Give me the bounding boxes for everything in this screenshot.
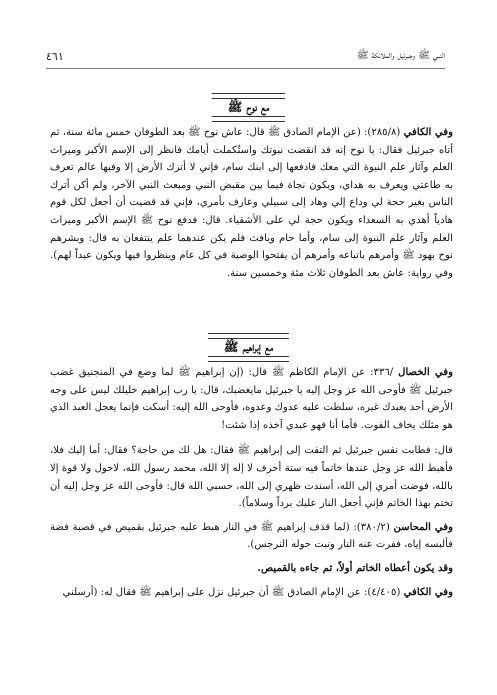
paragraph-text: /٣٣٦: عن الإمام الكاظم ﷺ قال: (إن إبراهيم ﷺ لما وضع في المنجنيق غضب جبرئيل ﷺ فأوحى الله عز وجل إليه يا جبرئيل مايغضبك، قال: يا رب إبراهيم خليلك ليس على وجه الأرض أحد يعبدك غيره، سلطت عليه عدوك وعدوه، فأوحى الله إليه: أسكت فإنما يعجل العبد الذي هو مثلك يخاف الفوت. فأما أنا فهو عبدي آخذه إذا شئت!	[49, 367, 453, 431]
paragraph-text: (٤/٤٠٥): عن الإمام الصادق ﷺ أن جبرئيل نزل على إبراهيم ﷺ فقال له: (أرسلني	[62, 586, 404, 598]
paragraph-text: قال: فطابت نفس جبرئيل ثم التفت إلى إبراهيم ﷺ فقال: هل لك من حاجة؟ فقال: أما إليك فلا، فأهبط الله عز وجل عندها خاتماً فيه ستة أحرف لا إله إلا الله، محمد رسول الله، لاحول ولا قوة إلا بالله، فوضت أمري إلى الله، أسندت ظهري إلى الله، حسبي الله قال: فأوحى الله عز وجل إليه أن تختم بهذا الخاتم فإني أجعل النار عليك برداً وسلاماً).	[50, 445, 453, 510]
section-body-noah	[50, 124, 453, 282]
page-number: ٤٦١	[46, 49, 64, 63]
running-header	[46, 49, 445, 63]
paragraph-text: (٣٨٠/٢): (لما قذف إبراهيم ﷺ في النار هبط عليه جبرئيل بقميص في قصبة فضة فألبسه إياه، ففرت عنه النار ونبت حوله النرجس).	[50, 521, 453, 551]
section-heading-text: مع إبراهيم ﷺ	[208, 338, 289, 356]
paragraph	[50, 442, 453, 512]
paragraph-text: وقد يكون أعطاه الخاتم أولاً، ثم جاءه بالقميص.	[257, 562, 453, 574]
paragraph	[50, 124, 453, 282]
source-citation: وفي الكافي	[403, 586, 453, 598]
paragraph	[50, 584, 453, 602]
paragraph	[50, 364, 453, 434]
section-heading-abraham	[0, 336, 497, 356]
header-rule	[46, 68, 445, 69]
section-heading-text: مع نوح ﷺ	[212, 98, 285, 116]
source-citation: وفي الخصال	[398, 367, 453, 378]
paragraph-text: (٢٨٥/٨): (عن الإمام الصادق ﷺ قال: عاش نوح ﷺ بعد الطوفان خمس مائة سنة، ثم أتاه جبرئيل فقال: يا نوح إنه قد انقضت نبوتك واستُكملت أيامك فانظر إلى الإسم الأكبر وميراث العلم وآثار علم النبوة التي معك فادفعها إلى ابنك سام، فإني لا أترك الأرض إلا وفيها عالم تعرف به طاعتي ويعرف به هداي، ويكون نجاة فيما بين مقبض النبي ومبعث النبي الآخر، ولم أكن أترك الناس بغير حجة لي وداع إلي وهاد إلى سبيلي وعارف بأمري، فإني قد قضيت أن أجعل لكل قوم هادياً أهدي به السعداء ويكون حجة لي على الأشقياء. قال: فدفع نوح ﷺ الإسم الأكبر وميراث العلم وآثار علم النبوة إلى سام، وأما حام ويافث فلم يكن عندهما علم ينتفعان به قال: وبشرهم نوح بهود ﷺ وأمرهم باتباعه وأمرهم أن يفتحوا الوصية في كل عام وينظروا فيها ويكون عيداً لهم). وفي رواية: عاش بعد الطوفان ثلاث مئة وخمسين سنة.	[50, 127, 453, 279]
section-heading-noah	[0, 96, 497, 116]
commentary-line	[50, 560, 453, 578]
source-citation: وفي الكافي	[403, 127, 453, 138]
running-title: النبي ﷺ وجبرئيل والملائكة ﷺ	[356, 50, 445, 61]
paragraph	[50, 519, 453, 554]
section-body-abraham	[50, 364, 453, 601]
source-citation: وفي المحاسن	[393, 521, 453, 533]
